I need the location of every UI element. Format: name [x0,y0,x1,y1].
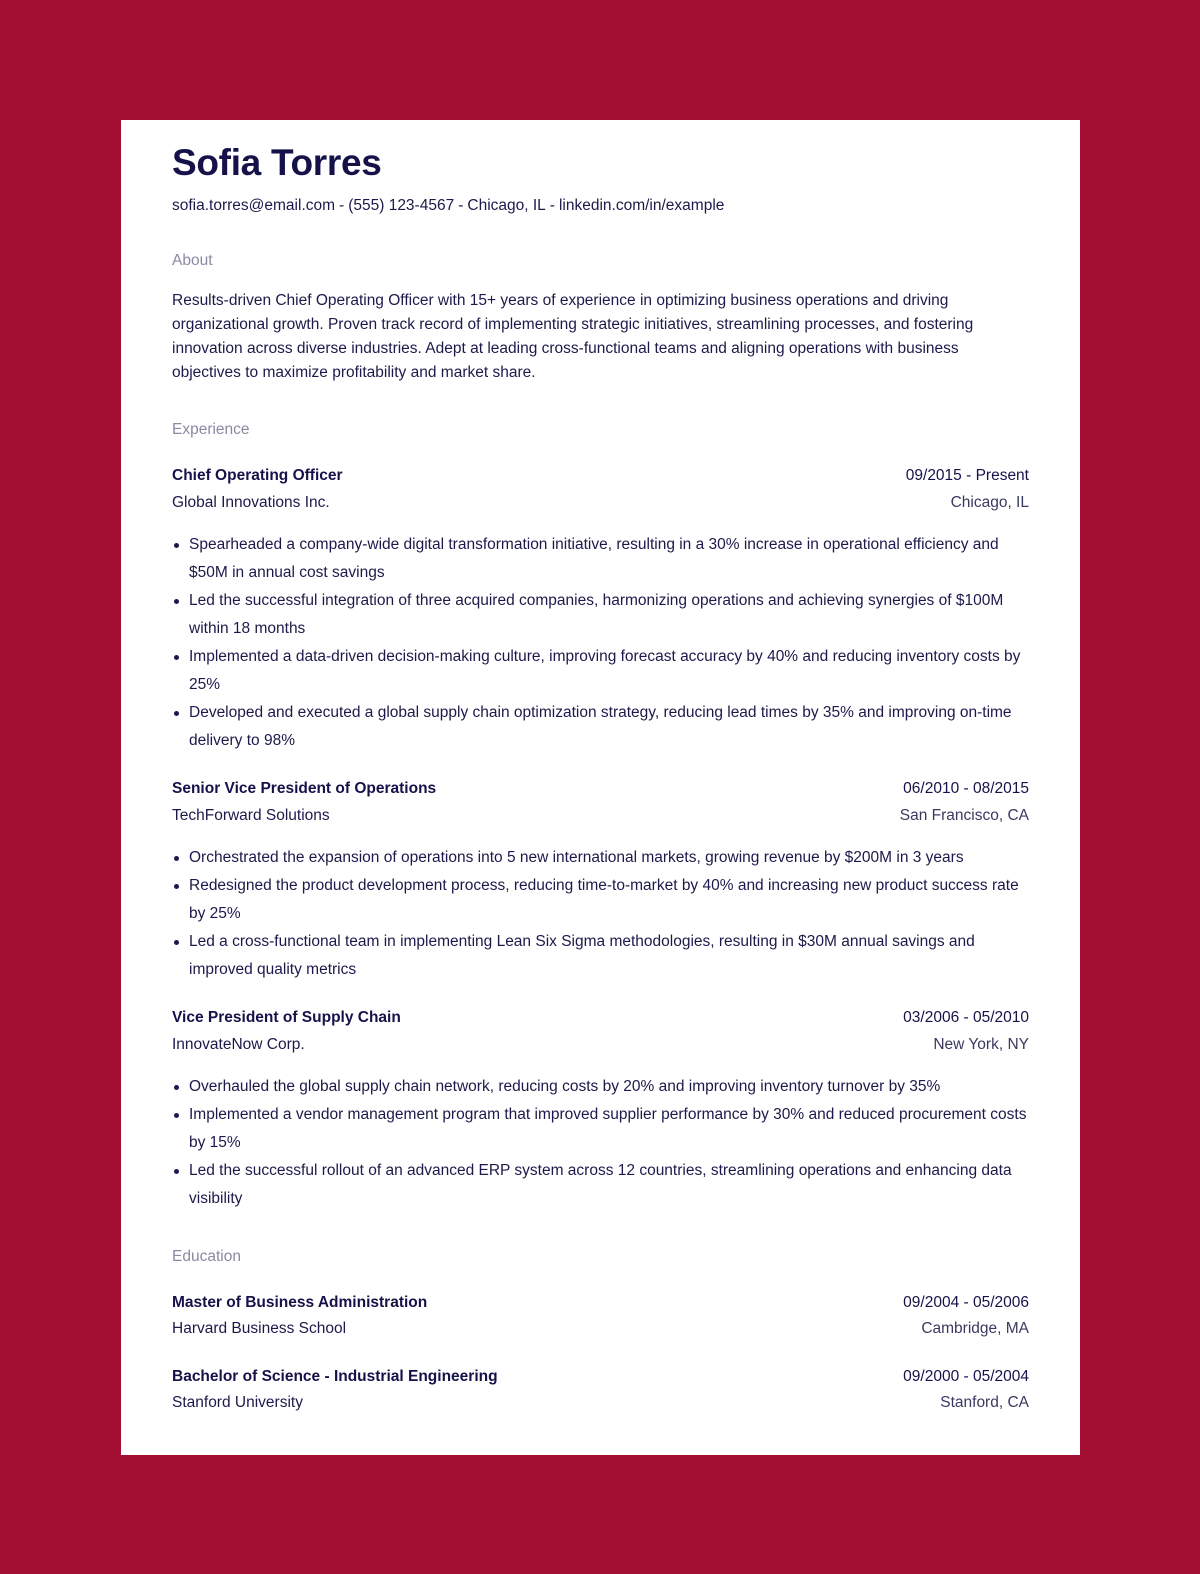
education-dates: 09/2000 - 05/2004 [903,1368,1029,1385]
job-entry [172,466,1029,755]
job-location: San Francisco, CA [899,807,1029,824]
job-bullet: Led a cross-functional team in implementing Lean Six Sigma methodologies, resulting in $30M annual savings and improved quality metrics [172,928,1029,984]
job-bullets [172,1073,1029,1213]
job-bullet: Implemented a data-driven decision-making culture, improving forecast accuracy by 40% and reducing inventory costs by 25% [172,643,1029,699]
education-degree: Master of Business Administration [172,1294,428,1311]
job-bullet: Redesigned the product development process, reducing time-to-market by 40% and increasing new product success rate by 25% [172,872,1029,928]
job-bullet: Spearheaded a company-wide digital transformation initiative, resulting in a 30% increase in operational efficiency and $50M in annual cost savings [172,531,1029,587]
job-company: TechForward Solutions [172,807,330,824]
job-bullets [172,531,1029,755]
candidate-name: Sofia Torres [172,142,382,183]
job-dates: 06/2010 - 08/2015 [903,780,1029,797]
job-bullet: Orchestrated the expansion of operations into 5 new international markets, growing revenue by $200M in 3 years [172,844,1029,872]
contact-email[interactable]: sofia.torres@email.com [172,197,336,214]
education-degree: Bachelor of Science - Industrial Engineering [172,1368,498,1385]
resume-page [121,120,1080,1455]
job-location: New York, NY [933,1036,1029,1053]
education-entry [172,1367,1029,1413]
job-role: Chief Operating Officer [172,467,343,484]
job-dates: 03/2006 - 05/2010 [903,1009,1029,1026]
contact-line [172,196,1029,216]
contact-separator: - [549,197,555,214]
contact-separator: - [339,197,345,214]
section-title-about: About [172,252,213,269]
job-bullet: Implemented a vendor management program that improved supplier performance by 30% and reduced procurement costs by 15% [172,1101,1029,1157]
section-title-education: Education [172,1248,241,1265]
education-dates: 09/2004 - 05/2006 [903,1294,1029,1311]
about-text: Results-driven Chief Operating Officer with 15+ years of experience in optimizing business operations and driving organizational growth. Proven track record of implementing strategic initiatives, streamlining processes, and fostering innovation across diverse industries. Adept at leading cross-functional teams and aligning operations with business objectives to maximize profitability and market share. [172,292,974,381]
contact-separator: - [458,197,464,214]
job-bullet: Developed and executed a global supply chain optimization strategy, reducing lead times by 35% and improving on-time delivery to 98% [172,699,1029,755]
job-dates: 09/2015 - Present [905,467,1029,484]
education-school: Stanford University [172,1394,303,1411]
job-bullet: Overhauled the global supply chain network, reducing costs by 20% and improving inventory turnover by 35% [172,1073,1029,1101]
job-bullet: Led the successful integration of three acquired companies, harmonizing operations and achieving synergies of $100M within 18 months [172,587,1029,643]
job-location: Chicago, IL [950,494,1029,511]
education-location: Cambridge, MA [921,1320,1029,1337]
job-company: InnovateNow Corp. [172,1036,305,1053]
job-role: Senior Vice President of Operations [172,780,437,797]
contact-location: Chicago, IL [467,197,546,214]
education-school: Harvard Business School [172,1320,347,1337]
job-bullet: Led the successful rollout of an advanced ERP system across 12 countries, streamlining operations and enhancing data visibility [172,1157,1029,1213]
job-role: Vice President of Supply Chain [172,1009,401,1026]
job-bullets [172,844,1029,984]
job-company: Global Innovations Inc. [172,494,330,511]
contact-linkedin[interactable]: linkedin.com/in/example [558,197,725,214]
section-title-experience: Experience [172,421,250,438]
contact-phone: (555) 123-4567 [348,197,455,214]
education-location: Stanford, CA [940,1394,1029,1411]
education-entry [172,1293,1029,1339]
job-entry [172,1008,1029,1213]
job-entry [172,779,1029,984]
